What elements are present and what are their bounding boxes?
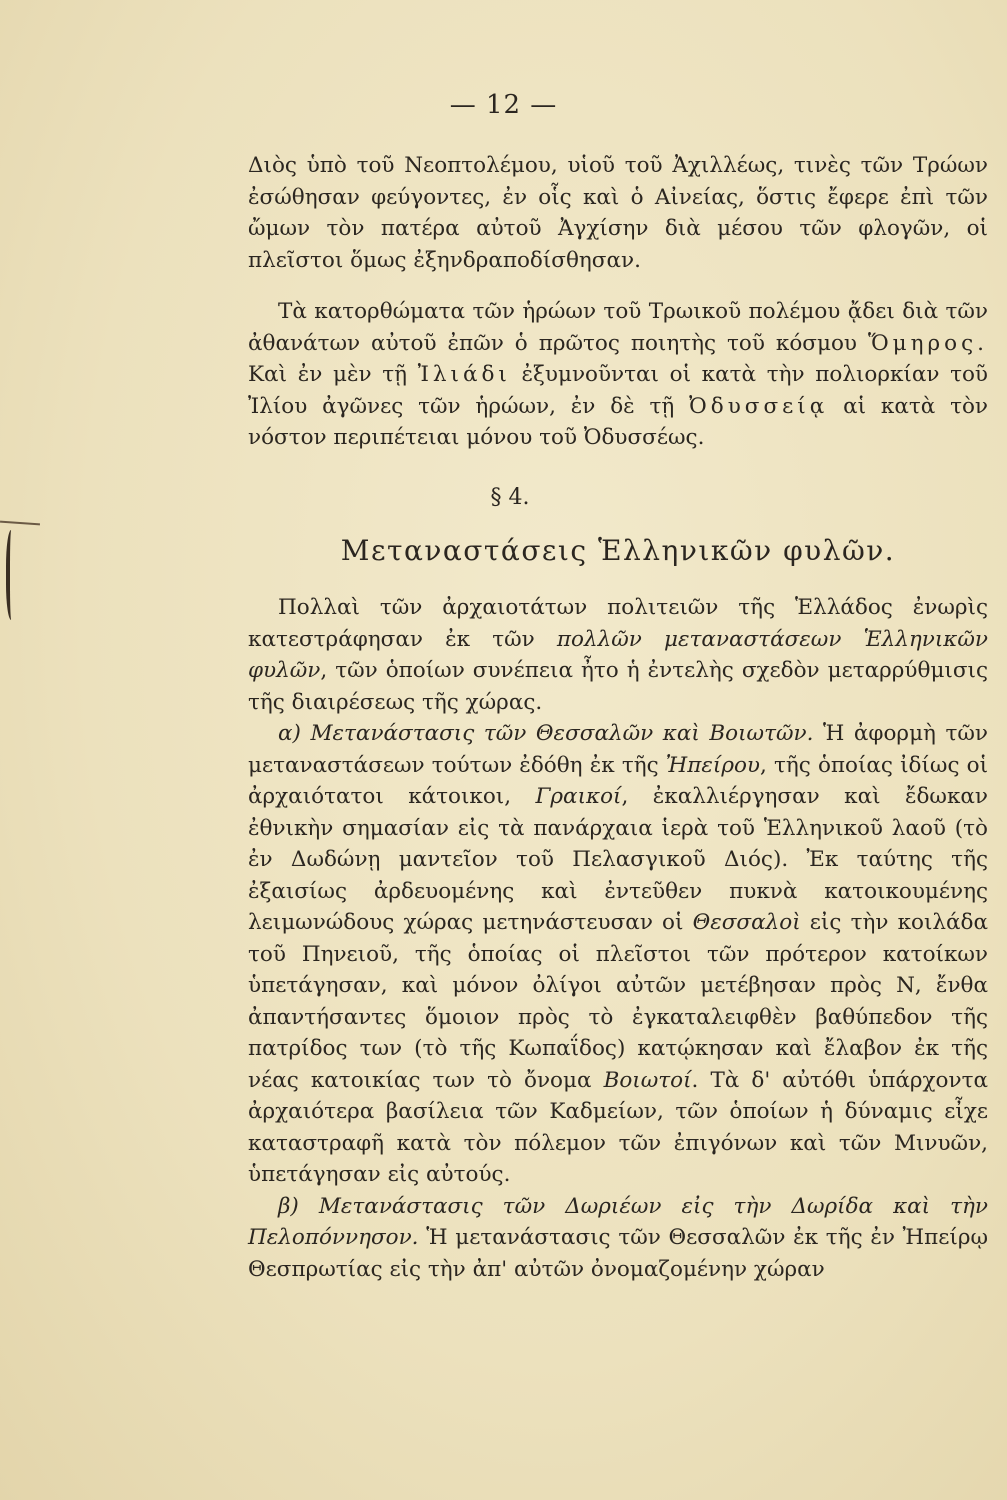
paragraph-migrations bbox=[248, 592, 988, 1285]
emphasis: Ἠπείρου bbox=[665, 752, 761, 778]
emphasis: Θεσσαλοὶ bbox=[692, 910, 801, 935]
text-run: Τὰ κατορθώματα τῶν ἡρώων τοῦ Τρωικοῦ πολέμου ᾄδει διὰ τῶν ἀθανάτων αὐτοῦ ἐπῶν ὁ πρῶτος ποιητὴς τοῦ κόσμου bbox=[248, 299, 988, 356]
homer-name: Ὅμηρος. bbox=[867, 330, 988, 356]
text-run: , τῆς ὁποίας ἰδίως οἱ ἀρχαιότατοι κάτοικοι, bbox=[248, 752, 988, 809]
section-number: § 4. bbox=[490, 485, 530, 510]
paragraph-thessalians bbox=[248, 718, 988, 1191]
binding-edge bbox=[6, 530, 19, 620]
text-run: . Τὰ δ' αὐτόθι ὑπάρχοντα ἀρχαιότερα βασίλεια τῶν Καδμείων, τῶν ὁποίων ἡ δύναμις εἶχε καταστραφῆ κατὰ τὸν πόλεμον τῶν ἐπιγόνων καὶ τῶν Μινυῶν, ὑπετάγησαν εἰς αὐτούς. bbox=[248, 1067, 988, 1187]
emphasis: Βοιωτοί bbox=[603, 1067, 692, 1093]
subheading-dorians: β) Μετανάστασις τῶν Δωριέων εἰς τὴν Δωρίδα καὶ τὴν Πελοπόννησον. bbox=[248, 1193, 988, 1250]
text-run: Ἡ μετανάστασις τῶν Θεσσαλῶν ἐκ τῆς ἐν Ἠπείρῳ Θεσπρωτίας εἰς τὴν ἀπ' αὐτῶν ὀνομαζομένην χώραν bbox=[248, 1225, 988, 1282]
emphasis: πολλῶν μεταναστάσεων Ἑλληνικῶν φυλῶν bbox=[248, 626, 988, 683]
emphasis: Γραικοί bbox=[535, 784, 622, 809]
text-run: εἰς τὴν κοιλάδα τοῦ Πηνειοῦ, τῆς ὁποίας οἱ πλεῖστοι τῶν πρότερον κατοίκων ὑπετάγησαν, καὶ μόνον ὀλίγοι αὐτῶν μετέβησαν πρὸς Ν, ἔνθα ἀπαντήσαντες ὅμοιον πρὸς τὸ ἐγκαταλειφθὲν βαθύπεδον τῆς πατρίδος των (τὸ τῆς Κωπαΐδος) κατῴκησαν καὶ ἔλαβον ἐκ τῆς νέας κατοικίας των τὸ ὄνομα bbox=[248, 910, 988, 1093]
page-number: — 12 — bbox=[449, 90, 558, 120]
paragraph-troy-fall bbox=[248, 150, 988, 276]
text-run: ἐξυμνοῦνται οἱ κατὰ τὴν πολιορκίαν τοῦ Ἰλίου ἀγῶνες τῶν ἡρώων, ἐν δὲ τῇ bbox=[248, 362, 988, 419]
text-run: Ἡ ἀφορμὴ τῶν μεταναστάσεων τούτων ἐδόθη ἐκ τῆς bbox=[248, 721, 988, 778]
binding-mark bbox=[0, 521, 40, 526]
iliad-title: Ἰλιάδι bbox=[417, 362, 511, 387]
paragraph-homer bbox=[248, 296, 988, 454]
paragraph-text bbox=[248, 296, 988, 454]
subheading-thessalians: α) Μετανάστασις τῶν Θεσσαλῶν καὶ Βοιωτῶν. bbox=[278, 721, 814, 746]
paragraph-dorians bbox=[248, 1191, 988, 1286]
text-run: Καὶ ἐν μὲν τῇ bbox=[248, 362, 418, 387]
text-run: αἱ κατὰ τὸν νόστον περιπέτειαι μόνου τοῦ Ὀδυσσέως. bbox=[248, 393, 988, 450]
paragraph-text: Διὸς ὑπὸ τοῦ Νεοπτολέμου, υἱοῦ τοῦ Ἀχιλλέως, τινὲς τῶν Τρώων ἐσώθησαν φεύγοντες, ἐν οἷς καὶ ὁ Αἰνείας, ὅστις ἔφερε ἐπὶ τῶν ὤμων τὸν πατέρα αὐτοῦ Ἀγχίσην διὰ μέσου τῶν φλογῶν, οἱ πλεῖστοι ὅμως ἐξηνδραποδίσθησαν. bbox=[248, 153, 988, 273]
odyssey-title: Ὀδυσσείᾳ bbox=[689, 393, 829, 419]
section-title: Μεταναστάσεις Ἑλληνικῶν φυλῶν. bbox=[340, 534, 896, 567]
text-run: , τῶν ὁποίων συνέπεια ἦτο ἡ ἐντελὴς σχεδὸν μεταρρύθμισις τῆς διαιρέσεως τῆς χώρας. bbox=[248, 658, 988, 715]
text-run: , ἐκαλλιέργησαν καὶ ἔδωκαν ἐθνικὴν σημασίαν εἰς τὰ πανάρχαια ἱερὰ τοῦ Ἑλληνικοῦ λαοῦ (τὸ ἐν Δωδώνῃ μαντεῖον τοῦ Πελασγικοῦ Διός). Ἐκ ταύτης τῆς ἐξαισίως ἀρδευομένης καὶ ἐντεῦθεν πυκνὰ κατοικουμένης λειμωνώδους χώρας μετηνάστευσαν οἱ bbox=[248, 784, 988, 935]
text-run: Πολλαὶ τῶν ἀρχαιοτάτων πολιτειῶν τῆς Ἑλλάδος ἐνωρὶς κατεστράφησαν ἐκ τῶν bbox=[248, 595, 988, 652]
paragraph-intro bbox=[248, 592, 988, 718]
